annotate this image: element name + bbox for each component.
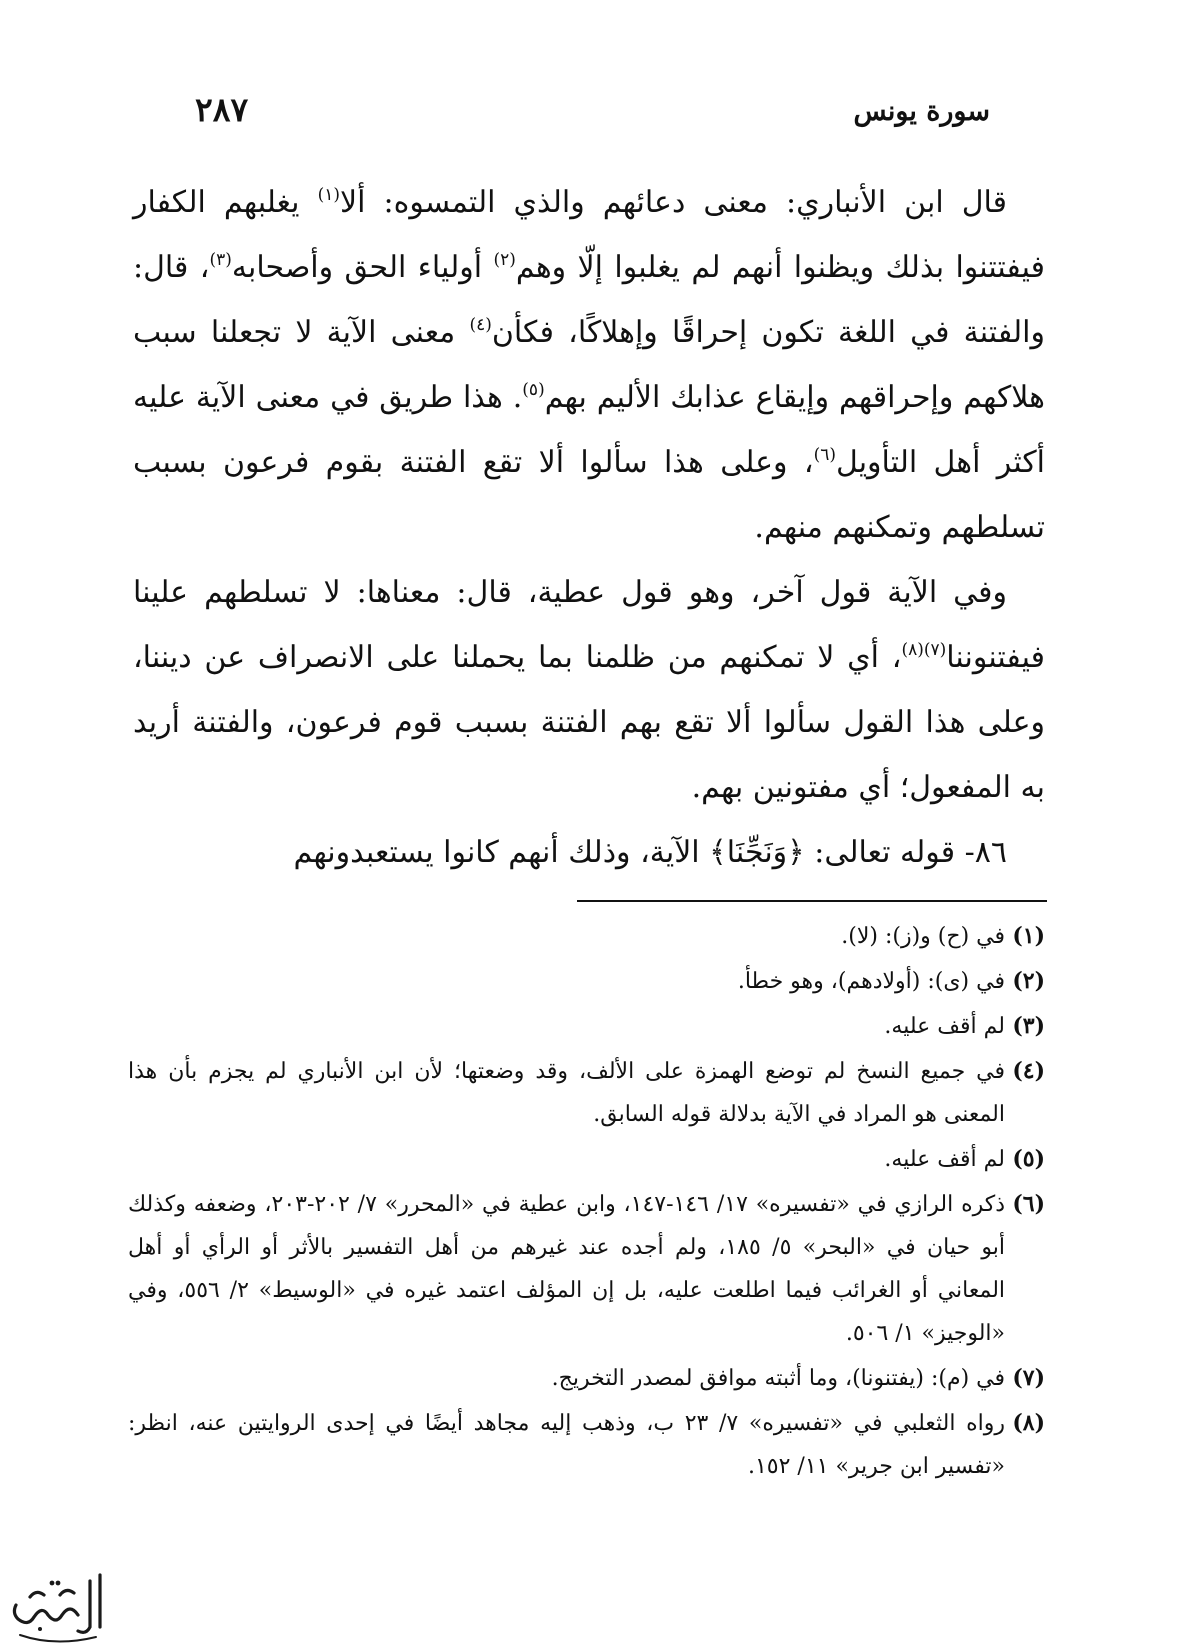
text-run: معنى الآية لا تجعلنا سبب هلاكهم وإحراقهم وإيقاع عذابك الأليم بهم: [133, 315, 1046, 415]
text-run: ٨٦- قوله تعالى: ﴿وَنَجِّنَا﴾ الآية، وذلك أنهم كانوا يستعبدونهم: [293, 835, 1007, 870]
page-header: [195, 90, 990, 146]
publisher-logo-icon: [0, 1555, 110, 1650]
footnote-text: في (ح) و(ز): (لا).: [841, 924, 1005, 949]
footnote-ref-5: (٥): [522, 380, 545, 400]
main-text: [133, 170, 1045, 885]
footnote-text: ذكره الرازي في «تفسيره» ١٧/ ١٤٦-١٤٧، وابن عطية في «المحرر» ٧/ ٢٠٢-٢٠٣، وضعفه وكذلك أبو حيان في «البحر» ٥/ ١٨٥، ولم أجده عند غيرهم من أهل التفسير بالأثر أو الرأي أو أهل المعاني أو الغرائب فيما اطلعت عليه، بل إن المؤلف اعتمد غيره في «الوسيط» ٢/ ٥٥٦، وفي «الوجيز» ١/ ٥٠٦.: [128, 1192, 1006, 1346]
text-run: أولياء الحق وأصحابه: [231, 250, 483, 285]
surah-title: سورة يونس: [853, 96, 990, 127]
footnote-number: (٢): [1012, 968, 1045, 994]
footnote-number: (٧): [1012, 1365, 1045, 1391]
footnote-ref-7-8: (٧)(٨): [901, 640, 947, 660]
footnote-text: في (م): (يفتنونا)، وما أثبته موافق لمصدر التخريج.: [551, 1366, 1005, 1391]
footnote-ref-3: (٣): [209, 250, 232, 270]
text-run: . هذا طريق في معنى الآية عليه أكثر أهل التأويل: [133, 380, 1045, 480]
footnote: [128, 915, 1045, 958]
footnote-ref-6: (٦): [813, 445, 836, 465]
footnote: [128, 960, 1045, 1003]
footnote-number: (١): [1012, 923, 1045, 949]
text-run: ، قال: والفتنة في اللغة تكون إحراقًا وإهلاكًا، فكأن: [133, 250, 1045, 350]
footnote-number: (٨): [1012, 1410, 1045, 1436]
footnote-number: (٣): [1012, 1013, 1045, 1039]
footnotes: [128, 915, 1045, 1490]
text-run: يغلبهم الكفار فيفتتنوا بذلك ويظنوا أنهم لم يغلبوا إلّا وهم: [133, 185, 1045, 285]
footnote-ref-2: (٢): [493, 250, 516, 270]
paragraph-2: [133, 560, 1045, 820]
footnote: [128, 1005, 1045, 1048]
footnote: [128, 1183, 1045, 1355]
footnote-number: (٦): [1012, 1191, 1045, 1217]
text-run: ، أي لا تمكنهم من ظلمنا بما يحملنا على الانصراف عن ديننا، وعلى هذا القول سألوا ألا تقع بهم الفتنة بسبب قوم فرعون، والفتنة أريد به المفعول؛ أي مفتونين بهم.: [133, 640, 1045, 805]
paragraph-3: [133, 820, 1045, 885]
footnote-text: رواه الثعلبي في «تفسيره» ٧/ ٢٣ ب، وذهب إليه مجاهد أيضًا في إحدى الروايتين عنه، انظر: «تفسير ابن جرير» ١١/ ١٥٢.: [128, 1411, 1005, 1479]
text-run: وفي الآية قول آخر، وهو قول عطية، قال: معناها: لا تسلطهم علينا فيفتنوننا: [133, 575, 1045, 675]
footnote-text: لم أقف عليه.: [884, 1014, 1005, 1039]
page-number: ٢٨٧: [195, 90, 249, 129]
footnote-text: لم أقف عليه.: [884, 1147, 1005, 1172]
footnote: [128, 1138, 1045, 1181]
paragraph-1: [133, 170, 1045, 560]
footnote-text: في (ى): (أولادهم)، وهو خطأ.: [737, 969, 1005, 994]
footnote: [128, 1402, 1045, 1488]
footnote-number: (٤): [1012, 1058, 1045, 1084]
footnote-ref-1: (١): [317, 185, 340, 205]
text-run: ، وعلى هذا سألوا ألا تقع الفتنة بقوم فرعون بسبب تسلطهم وتمكنهم منهم.: [133, 445, 1045, 545]
footnote: [128, 1050, 1045, 1136]
footnote-separator: [577, 900, 1047, 902]
text-run: قال ابن الأنباري: معنى دعائهم والذي التمسوه: ألا: [340, 185, 1007, 220]
footnote-number: (٥): [1012, 1146, 1045, 1172]
footnote-ref-4: (٤): [469, 315, 492, 335]
footnote-text: في جميع النسخ لم توضع الهمزة على الألف، وقد وضعتها؛ لأن ابن الأنباري لم يجزم بأن هذا المعنى هو المراد في الآية بدلالة قوله السابق.: [128, 1059, 1005, 1127]
footnote: [128, 1357, 1045, 1400]
